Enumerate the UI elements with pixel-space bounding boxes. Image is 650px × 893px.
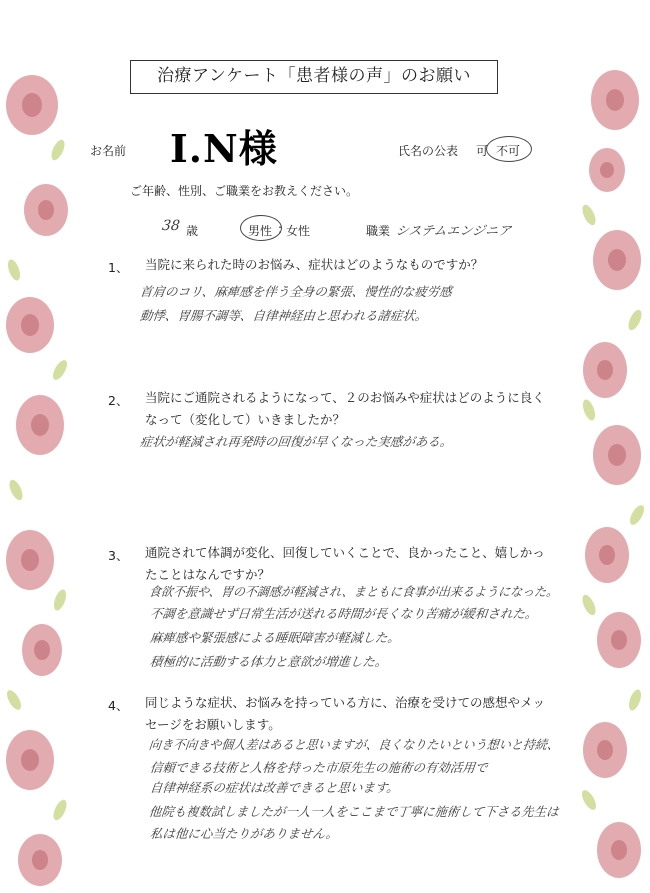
answer-line: 私は他に心当たりがありません。 <box>149 826 340 841</box>
answer-line: 動悸、胃腸不調等、自律神経由と思われる諸症状。 <box>139 308 429 323</box>
answer-line: 積極的に活動する体力と意欲が増進した。 <box>149 654 389 669</box>
answer-line: 症状が軽減され再発時の回復が早くなった実感がある。 <box>139 434 454 449</box>
occupation-label: 職業 <box>366 224 391 238</box>
age-value: 38 <box>161 218 181 234</box>
page-title: 治療アンケート「患者様の声」のお願い <box>130 60 498 94</box>
leaf-icon <box>579 203 647 812</box>
publication-option-no: 不可 <box>496 144 521 158</box>
rose-flower-icon <box>583 70 641 878</box>
question-number: 2、 <box>108 393 129 408</box>
gender-female: 女性 <box>286 224 311 238</box>
patient-name: I.N様 <box>170 126 278 171</box>
name-label: お名前 <box>90 144 127 158</box>
question-text: 当院にご通院されるようになって、２のお悩みや症状はどのように良くなって（変化して）いきましたか？ <box>145 390 545 427</box>
question-number: 4、 <box>108 698 129 713</box>
gender-separator: : <box>278 222 283 236</box>
age-unit: 歳 <box>186 224 199 238</box>
gender-male: 男性 <box>248 224 273 238</box>
answer-line: 信頼できる技術と人格を持った市原先生の施術の有効活用で <box>149 760 489 775</box>
answer-line: 首肩のコリ、麻痺感を伴う全身の緊張、慢性的な疲労感 <box>139 284 453 299</box>
publication-label: 氏名の公表 <box>398 144 459 158</box>
question-text: 通院されて体調が変化、回復していくことで、良かったこと、嬉しかったことはなんですか？ <box>145 545 545 582</box>
rose-border-right <box>575 0 650 893</box>
answer-line: 自律神経系の症状は改善できると思います。 <box>149 780 400 795</box>
answer-line: 他院も複数試しましたが一人一人をここまで丁寧に施術して下さる先生は <box>148 804 560 819</box>
demographics-prompt: ご年齢、性別、ご職業をお教えください。 <box>130 184 359 198</box>
occupation-value: システムエンジニア <box>395 224 512 239</box>
publication-option-yes: 可 <box>476 144 489 158</box>
question-text: 当院に来られた時のお悩み、症状はどのようなものですか？ <box>145 257 484 272</box>
answer-line: 向き不向きや個人差はあると思いますが、良くなりたいという想いと持続、 <box>148 737 560 752</box>
question-number: 3、 <box>108 548 129 563</box>
rose-border-left <box>0 0 75 893</box>
leaf-icon <box>4 138 70 822</box>
question-text: 同じような症状、お悩みを持っている方に、治療を受けての感想やメッセージをお願いします。 <box>145 695 546 732</box>
answer-line: 麻痺感や緊張感による睡眠障害が軽減した。 <box>149 630 401 645</box>
question-number: 1、 <box>108 260 129 275</box>
answer-line: 不調を意識せず日常生活が送れる時間が長くなり苦痛が緩和された。 <box>149 606 539 621</box>
answer-line: 食欲不振や、胃の不調感が軽減され、まともに食事が出来るようになった。 <box>148 584 560 599</box>
